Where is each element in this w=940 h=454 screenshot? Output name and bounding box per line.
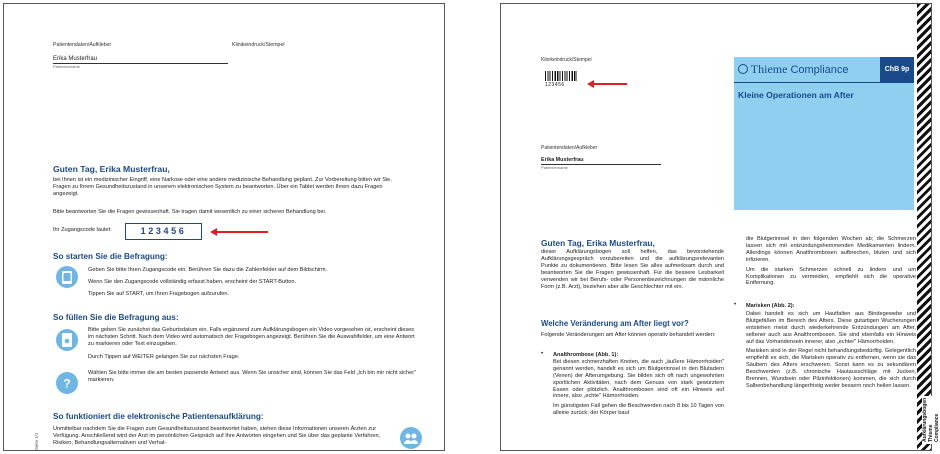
patient-name-caption: Patientenname xyxy=(53,64,80,69)
item1-text2: Im günstigsten Fall gehen die Beschwerden nach 8 bis 10 Tagen von alleine zurück; der Körper baut xyxy=(553,403,724,417)
section-title: Welche Veränderung am After liegt vor? xyxy=(541,319,689,328)
section1-line-1: Geben Sie bitte Ihren Zugangscode ein. Berühren Sie dazu die Zahlenfelder auf dem Bildschirm. xyxy=(88,267,328,273)
item2-text2: Marisken sind in der Regel nicht behandlungsbedürftig. Gelegentlich empfiehlt es sich, die Marisken operativ zu entfernen, wenn sie das Säubern des Afters erschweren. Sonst kann es zu sekundären Beschwerden (z.B. chronische Hautausschläge mit Jucken, Brennen, Wundsein oder Pilzinfektionen) kommen, die sich durch Salbenbehandlung längerfristig weder bessern noch heilen lassen. xyxy=(746,348,916,389)
page-2 xyxy=(500,3,940,451)
col2-text2: Um die starken Schmerzen schnell zu lindern und um Komplikationen zu vermeiden, empfiehlt sich die operative Entfernung. xyxy=(746,266,916,287)
section1-line-3: Tippen Sie auf START, um Ihren Fragebogen aufzurufen. xyxy=(88,291,230,297)
section2-title: So füllen Sie die Befragung aus: xyxy=(53,313,179,322)
brand-suffix: Compliance xyxy=(790,64,849,76)
barcode-number: 123456 xyxy=(545,82,565,88)
section2-line-2: Durch Tippen auf WEITER gelangen Sie zur nächsten Frage. xyxy=(88,354,240,360)
svg-text:?: ? xyxy=(63,376,71,391)
item2-title: Marisken (Abb. 2): xyxy=(746,303,795,309)
section1-title: So starten Sie die Befragung: xyxy=(53,252,168,261)
tablet-icon xyxy=(56,266,78,288)
patient-name-caption: Patientenname xyxy=(541,165,568,170)
access-code-box: 123456 xyxy=(125,223,202,240)
red-arrow-icon xyxy=(216,231,268,233)
intro-text: bei Ihnen ist ein medizinischer Eingriff, eine Narkose oder eine andere medizinische Behandlung geplant. Zur Vorbereitung bitten wir Sie, Fragen zu Ihrem Gesundheitszustand in unserem elektronischen System zu beantworten. Über ein Tablet werden Ihnen dazu Fragen angezeigt. xyxy=(53,177,392,198)
page1-side-note: Seite 1/1 xyxy=(34,432,39,450)
item2-text: Dabei handelt es sich um Hautfalten aus Bindegewebe und Blutgefäßen im Bereich des Afters. Diese gutartigen Wucherungen entstehen meist durch wiederkehrende Entzündungen am After, seltener auch aus Analthrombosen. Sie sind ebenfalls ein Hinweis auf das Vorhandensein innerer, also „echter" Hämorrhoiden. xyxy=(746,310,916,345)
thieme-logo-icon xyxy=(738,64,748,74)
touch-icon xyxy=(56,329,78,351)
section-intro: Folgende Veränderungen am After können operativ behandelt werden: xyxy=(541,332,716,338)
patient-name: Erika Musterfrau xyxy=(53,56,98,62)
greeting: Guten Tag, Erika Musterfrau, xyxy=(541,238,655,248)
question-icon xyxy=(56,372,78,394)
patient-name: Erika Musterfrau xyxy=(541,157,584,163)
section2-line-1: Bitte geben Sie zunächst das Geburtsdatum ein. Falls ergänzend zum Aufklärungsbogen ein Video vorgesehen ist, erscheint dieses im nächsten Schritt. Nach dem Video wird automatisch der Fragebogen angezeigt. Berühren Sie die Auswahlfelder, um eine Antwort zu markieren oder Text einzugeben. xyxy=(88,327,415,348)
brand-logo xyxy=(738,62,849,77)
people-icon xyxy=(400,427,422,449)
section2-line-3: Wählen Sie bitte immer die am besten passende Antwort aus. Wenn Sie unsicher sind, können Sie das Feld „Ich bin mir nicht sicher" markieren. xyxy=(88,370,417,384)
bullet-icon: • xyxy=(541,351,544,357)
section1-line-2: Wenn Sie den Zugangscode vollständig erfasst haben, erscheint der START-Button. xyxy=(88,279,297,285)
greeting: Guten Tag, Erika Musterfrau, xyxy=(53,164,170,174)
brand-name: Thieme xyxy=(750,62,788,76)
thieme-box xyxy=(734,57,914,210)
hatched-margin xyxy=(917,4,931,450)
barcode-icon xyxy=(545,71,577,81)
page-1 xyxy=(3,3,445,451)
section3-text: Unmittelbar nachdem Sie die Fragen zum Gesundheitszustand beantwortet haben, stehen diese Informationen unseren Ärzten zur Verfügung. Anschließend wird der Arzt im persönlichen Gespräch auf Ihre Antworten eingehen und Sie über das geplante Verfahren, Risiken, Behandlungsalternativen und Verhal- xyxy=(53,426,381,447)
clinic-stamp-label: Klinikeindruck/Stempel xyxy=(541,57,592,63)
patient-data-label: Patientendaten/Aufkleber xyxy=(541,145,598,151)
item1-text: Bei diesen schmerzhaften Knoten, die auch „äußere Hämorrhoiden" genannt werden, handelt es sich um Blutgerinnsel in den Blutadern (Venen) der Afterumgebung. Sie bilden sich oft nach ungewohnten sportlichen Aktivitäten, nach dem Genuss von stark gewürztem Essen oder plötzlich. Analthrombosen sind oft ein Hinweis auf innere, also „echte" Hämorrhoiden. xyxy=(553,358,724,400)
document-title: Kleine Operationen am After xyxy=(738,90,854,100)
section3-title: So funktioniert die elektronische Patientenaufklärung: xyxy=(53,412,264,421)
intro-text: dieser Aufklärungsbogen soll helfen, das bevorstehende Aufklärungsgespräch vorzubereiten und die aufklärungsrelevanten Punkte zu dokumentieren. Bitte lesen Sie alles aufmerksam durch und beantworten Sie die Fragen gewissenhaft. Für die bessere Lesbarkeit verwenden wir bei Berufs- oder Personenbezeichnungen die männliche Form (z.B. Arzt), beziehen aber alle Geschlechter mit ein. xyxy=(541,249,724,290)
document-code: ChB 9p xyxy=(880,57,914,82)
page2-side-note: Aufklärungsbogen Thieme Compliance xyxy=(922,397,940,442)
access-code-label: Ihr Zugangscode lautet: xyxy=(53,227,112,233)
item1-title: Analthrombose (Abb. 1): xyxy=(553,352,619,358)
clinic-stamp-label: Klinikeindruck/Stempel xyxy=(232,42,285,48)
col2-text1: die Blutgerinnsel in den folgenden Wochen ab; die Schmerzen lassen sich mit entzündungshemmenden Medikamenten lindern. Allerdings können Analthrombosen aufbrechen, bluten und sich infizieren. xyxy=(746,236,916,263)
patient-data-label: Patientendaten/Aufkleber xyxy=(53,42,112,48)
bullet-icon: • xyxy=(734,302,737,308)
red-arrow-icon xyxy=(593,83,627,85)
instruction-text: Bitte beantworten Sie die Fragen gewissenhaft. Sie tragen damit wesentlich zu einer sicheren Behandlung bei. xyxy=(53,209,327,215)
